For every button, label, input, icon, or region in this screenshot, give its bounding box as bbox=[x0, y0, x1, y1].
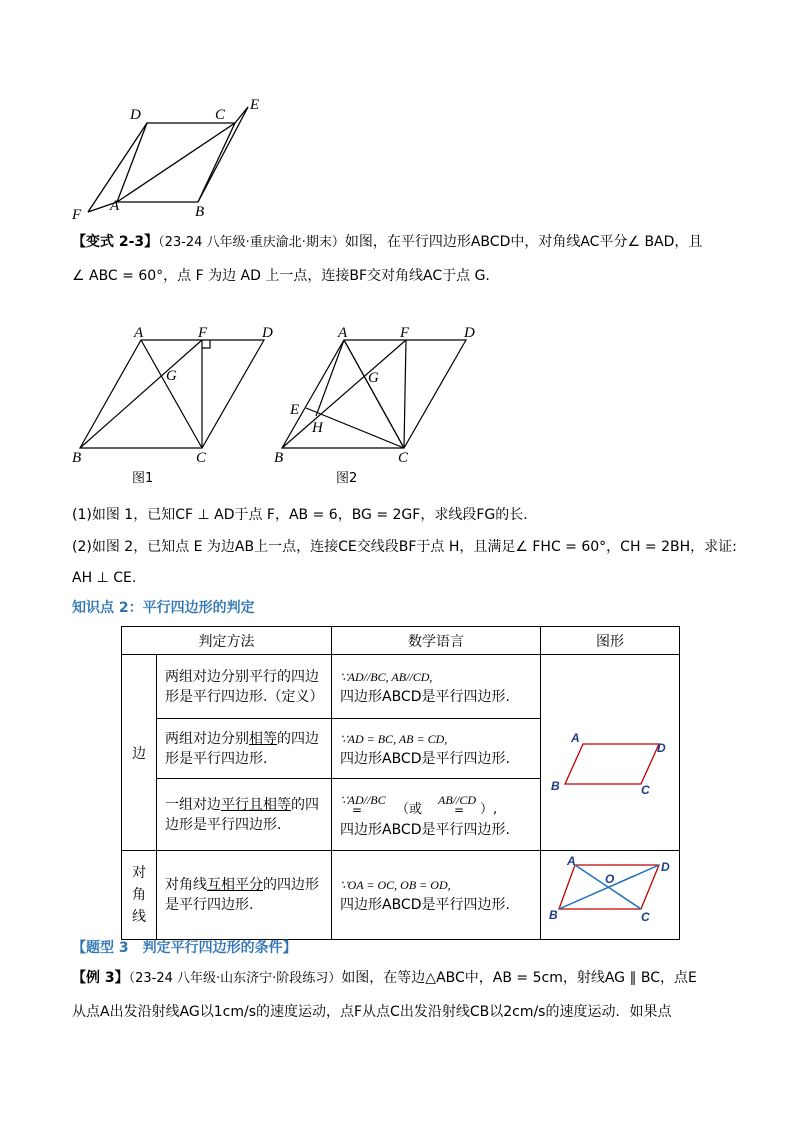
fig2-d: D bbox=[464, 325, 475, 341]
fig1-f: F bbox=[198, 325, 208, 341]
variant-tag: 【变式 2-3】 bbox=[72, 234, 159, 250]
fig1-b: B bbox=[72, 450, 82, 466]
variant-source: （23-24 八年级·重庆渝北·期末） bbox=[158, 235, 345, 250]
diagonal-figure bbox=[541, 851, 679, 935]
example-text1: 如图，在等边△ABC中，AB = 5cm，射线AG ∥ BC，点E bbox=[341, 970, 697, 986]
lang-3-close: ）, bbox=[480, 801, 498, 817]
figA-d: D bbox=[657, 740, 666, 755]
example-text2: 从点A出发沿射线AG以1cm/s的速度运动，点F从点C出发沿射线CB以2cm/s的速度运动．如果点 bbox=[72, 1004, 672, 1020]
lang-3-eq1: = bbox=[352, 802, 363, 817]
lang-1 bbox=[332, 655, 541, 719]
fig2-caption: 图2 bbox=[336, 471, 358, 486]
question-1: (1)如图 1，已知CF ⊥ AD于点 F，AB = 6，BG = 2GF，求线段FG的长. bbox=[72, 507, 528, 523]
figB-c: C bbox=[641, 910, 650, 924]
figB-a: A bbox=[567, 854, 576, 868]
fig1-a: A bbox=[134, 325, 144, 341]
figB-d: D bbox=[661, 860, 670, 874]
example-line1 bbox=[72, 968, 697, 989]
figB-o: O bbox=[605, 872, 615, 886]
figB-b: B bbox=[549, 908, 558, 922]
lang-2 bbox=[332, 719, 541, 779]
knowledge-title: 知识点 2：平行四边形的判定 bbox=[72, 600, 255, 616]
fig1-g: G bbox=[166, 368, 177, 384]
figA-a: A bbox=[571, 730, 580, 745]
fig2-f: F bbox=[400, 325, 410, 341]
figure-1 bbox=[68, 322, 278, 492]
lang-4-premise: ∵OA = OC, OB = OD, bbox=[340, 878, 451, 892]
topic-title: 【题型 3 判定平行四边形的条件】 bbox=[72, 940, 297, 956]
example-tag: 【例 3】 bbox=[72, 970, 129, 986]
lang-2-premise: ∵AD = BC, AB = CD, bbox=[340, 731, 448, 746]
lang-3-ab-cd: AB//CD bbox=[438, 792, 476, 807]
fig2-h: H bbox=[312, 420, 323, 436]
fig2-c: C bbox=[398, 450, 409, 466]
label-e: E bbox=[250, 97, 260, 113]
figA-b: B bbox=[551, 778, 560, 793]
variant-text2: ∠ ABC = 60°，点 F 为边 AD 上一点，连接BF交对角线AC于点 G. bbox=[72, 268, 490, 284]
method-1: 两组对边分别平行的四边形是平行四边形.（定义） bbox=[157, 655, 332, 719]
lang-3-premise bbox=[340, 790, 532, 820]
lang-3-ad-bc: ∵AD//BC bbox=[340, 792, 386, 807]
variant-text1: 如图，在平行四边形ABCD中，对角线AC平分∠ BAD，且 bbox=[344, 234, 703, 250]
label-a: A bbox=[110, 198, 120, 214]
label-d: D bbox=[130, 107, 141, 123]
header-language: 数学语言 bbox=[332, 627, 541, 655]
method-3: 一组对边平行且相等的四边形是平行四边形. bbox=[157, 779, 332, 851]
question-2: (2)如图 2，已知点 E 为边AB上一点，连接CE交线段BF于点 H，且满足∠ FHC = 60°，CH = 2BH，求证: bbox=[72, 539, 737, 555]
label-b: B bbox=[195, 204, 205, 220]
label-f: F bbox=[72, 207, 82, 223]
figure-2 bbox=[268, 322, 488, 492]
header-figure: 图形 bbox=[541, 627, 680, 655]
lang-4-conclusion: 四边形ABCD是平行四边形. bbox=[340, 897, 510, 913]
method-4: 对角线互相平分的四边形是平行四边形. bbox=[157, 851, 332, 940]
figA-c: C bbox=[641, 782, 650, 797]
parallelogram-figure bbox=[541, 656, 679, 846]
question-2-end: AH ⊥ CE. bbox=[72, 570, 137, 586]
figure-top bbox=[60, 95, 280, 225]
lang-2-conclusion: 四边形ABCD是平行四边形. bbox=[340, 750, 510, 767]
fig2-a: A bbox=[338, 325, 348, 341]
lang-3-or: （或 bbox=[396, 801, 423, 817]
lang-1-premise: ∵AD//BC, AB//CD, bbox=[340, 669, 433, 684]
label-c: C bbox=[215, 107, 226, 123]
figure-cell-1 bbox=[541, 655, 680, 851]
lang-3 bbox=[332, 779, 541, 851]
fig2-e: E bbox=[290, 402, 300, 418]
lang-4 bbox=[332, 851, 541, 940]
fig1-d: D bbox=[262, 325, 273, 341]
group-side: 边 bbox=[122, 655, 157, 851]
lang-1-conclusion: 四边形ABCD是平行四边形. bbox=[340, 688, 510, 705]
criteria-table bbox=[121, 626, 680, 940]
variant-line1 bbox=[72, 232, 702, 253]
lang-3-eq2: = bbox=[454, 802, 465, 817]
fig2-g: G bbox=[368, 370, 379, 386]
group-diagonal: 对 角 线 bbox=[122, 851, 157, 940]
fig1-caption: 图1 bbox=[132, 471, 154, 486]
method-2: 两组对边分别相等的四边形是平行四边形. bbox=[157, 719, 332, 779]
lang-3-conclusion: 四边形ABCD是平行四边形. bbox=[340, 821, 510, 838]
example-source: （23-24 八年级·山东济宁·阶段练习） bbox=[128, 971, 342, 986]
fig2-b: B bbox=[274, 450, 284, 466]
figure-cell-2 bbox=[541, 851, 680, 940]
fig1-c: C bbox=[196, 450, 207, 466]
header-method: 判定方法 bbox=[122, 627, 332, 655]
